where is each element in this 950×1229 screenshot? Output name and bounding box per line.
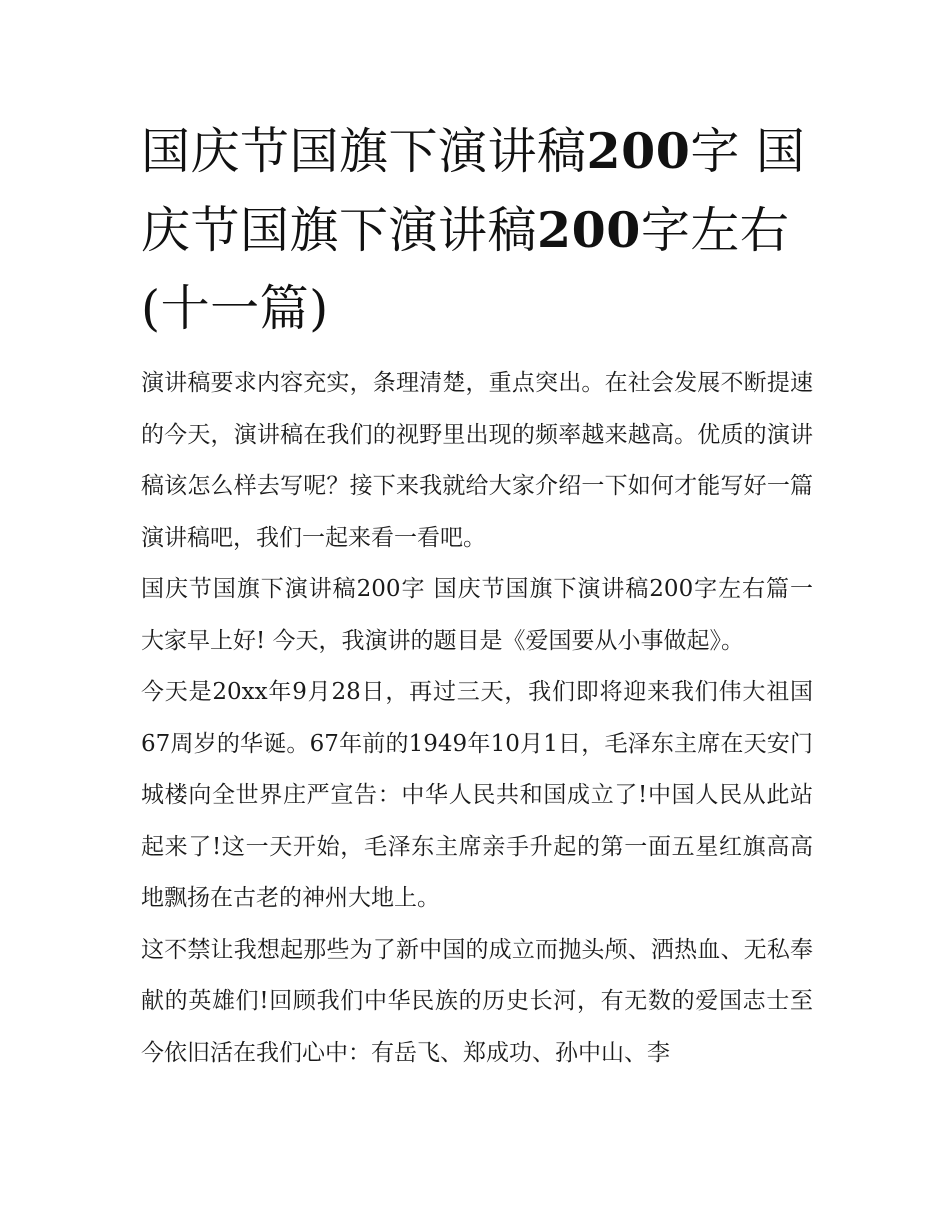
body-paragraph: 这不禁让我想起那些为了新中国的成立而抛头颅、洒热血、无私奉献的英雄们!回顾我们中华民族的历史长河，有无数的爱国志士至今依旧活在我们心中：有岳飞、郑成功、孙中山、李 xyxy=(141,936,813,1066)
section-heading-paragraph: 国庆节国旗下演讲稿200字 国庆节国旗下演讲稿200字左右篇一 大家早上好! 今天，我演讲的题目是《爱国要从小事做起》。 xyxy=(141,576,813,654)
document-content xyxy=(141,112,813,1079)
document-body xyxy=(141,358,813,1079)
document-title: 国庆节国旗下演讲稿200字 国庆节国旗下演讲稿200字左右(十一篇) xyxy=(141,122,806,337)
body-paragraph: 今天是20xx年9月28日，再过三天，我们即将迎来我们伟大祖国67周岁的华诞。67年前的1949年10月1日，毛泽东主席在天安门城楼向全世界庄严宣告：中华人民共和国成立了!中国人民从此站起来了!这一天开始，毛泽东主席亲手升起的第一面五星红旗高高地飘扬在古老的神州大地上。 xyxy=(141,679,813,911)
intro-paragraph: 演讲稿要求内容充实，条理清楚，重点突出。在社会发展不断提速的今天，演讲稿在我们的视野里出现的频率越来越高。优质的演讲稿该怎么样去写呢？接下来我就给大家介绍一下如何才能写好一篇演讲稿吧，我们一起来看一看吧。 xyxy=(141,370,813,551)
